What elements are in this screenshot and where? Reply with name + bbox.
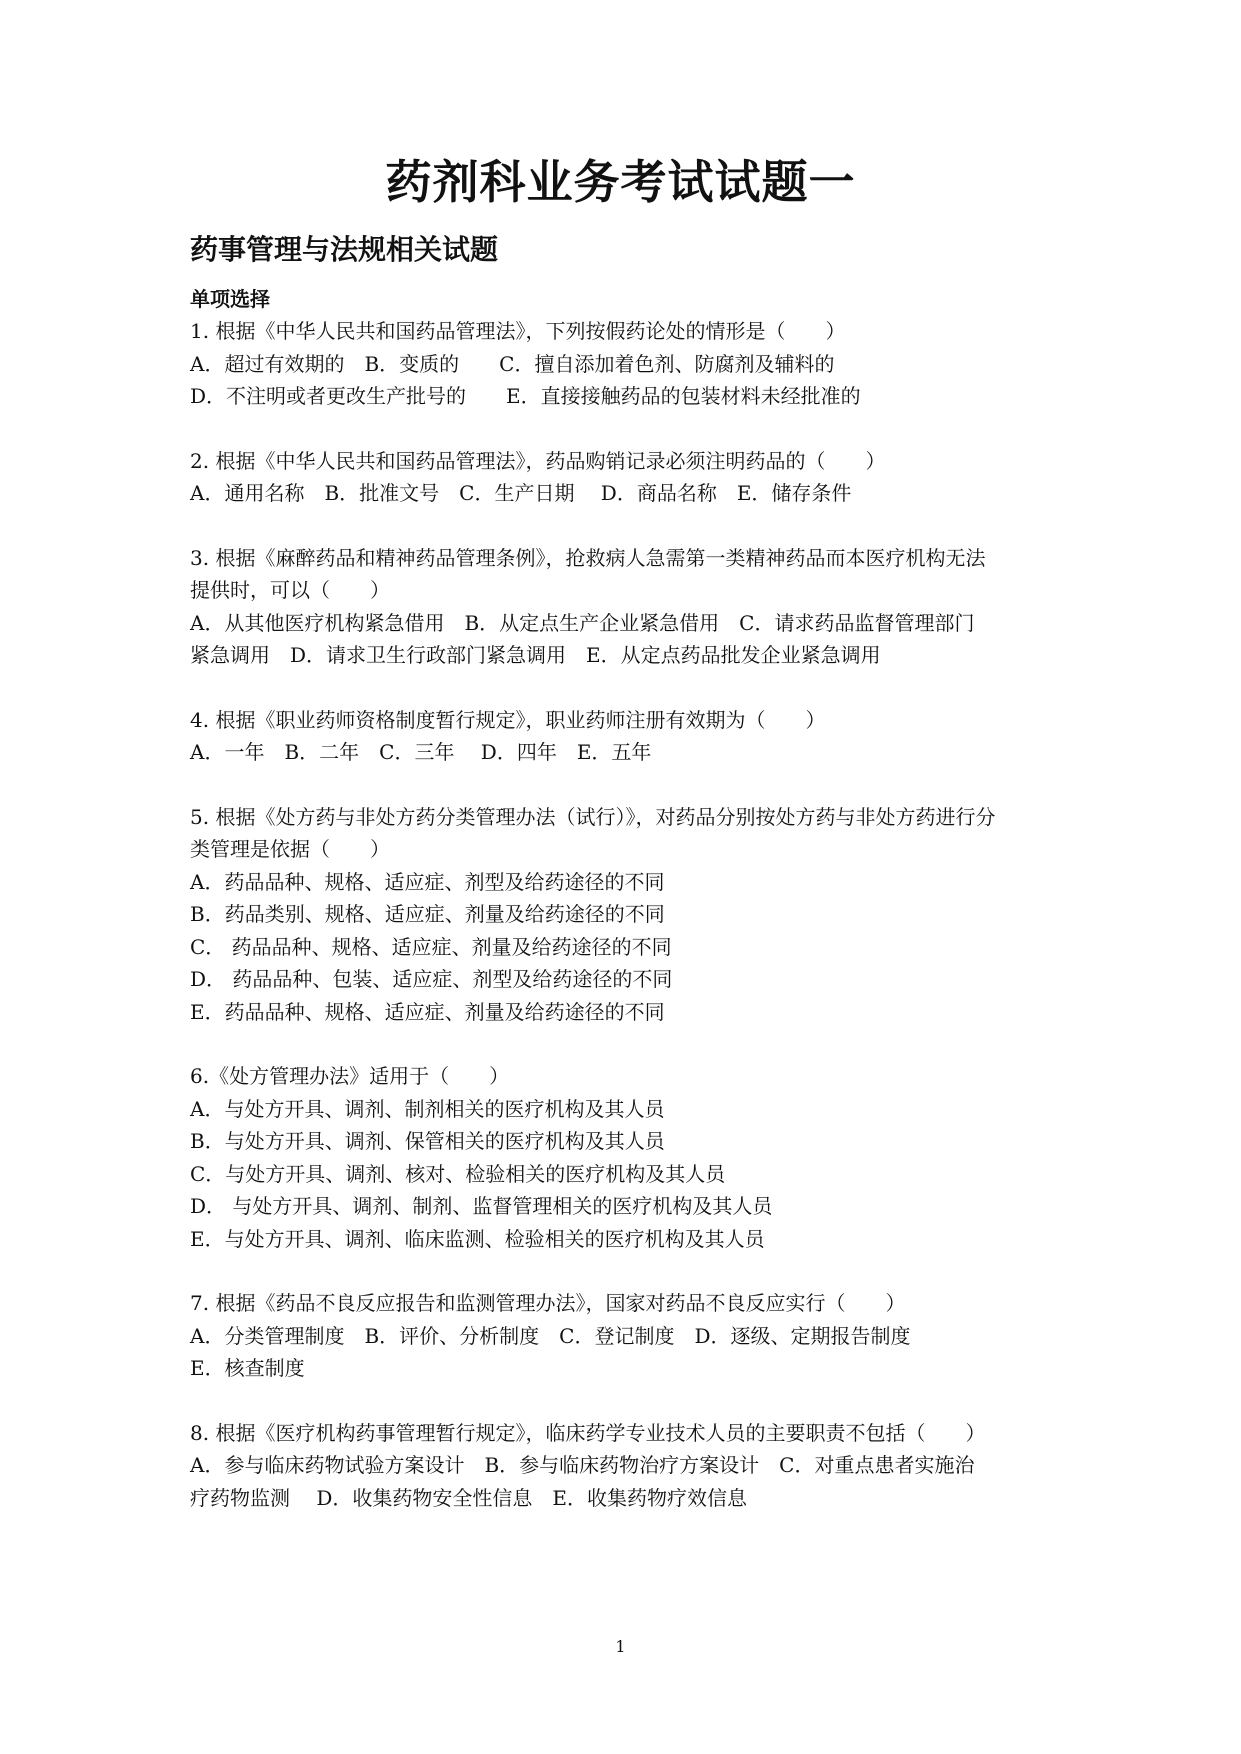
question-line: 提供时，可以（ ） [190,578,390,602]
question-line: A．一年 B．二年 C．三年 D．四年 E．五年 [190,740,652,764]
page-number: 1 [615,1637,626,1656]
question-line: 2. 根据《中华人民共和国药品管理法》，药品购销记录必须注明药品的（ ） [190,448,886,473]
question-line: 8. 根据《医疗机构药事管理暂行规定》，临床药学专业技术人员的主要职责不包括（ ） [190,1420,986,1445]
question-line: D． 与处方开具、调剂、制剂、监督管理相关的医疗机构及其人员 [190,1194,773,1218]
question-line: A．参与临床药物试验方案设计 B．参与临床药物治疗方案设计 C．对重点患者实施治 [190,1453,975,1477]
question-line: D．不注明或者更改生产批号的 E．直接接触药品的包装材料未经批准的 [190,384,861,408]
question-line: 7. 根据《药品不良反应报告和监测管理办法》，国家对药品不良反应实行（ ） [190,1291,906,1315]
question-line: E．与处方开具、调剂、临床监测、检验相关的医疗机构及其人员 [190,1226,765,1251]
question-5 [190,801,1058,1029]
question-line: D． 药品品种、包装、适应症、剂型及给药途径的不同 [190,967,673,991]
document-title: 药剂科业务考试试题一 [385,155,856,209]
question-line: A．通用名称 B．批准文号 C．生产日期 D．商品名称 E．储存条件 [190,481,852,505]
question-line: 1. 根据《中华人民共和国药品管理法》，下列按假药论处的情形是（ ） [190,319,846,343]
question-list [190,315,1058,1546]
question-line: A．药品品种、规格、适应症、剂型及给药途径的不同 [190,869,665,894]
question-8 [190,1417,1058,1515]
question-line: E．药品品种、规格、适应症、剂量及给药途径的不同 [190,999,665,1024]
section-title: 药事管理与法规相关试题 [190,233,499,266]
question-line: C．与处方开具、调剂、核对、检验相关的医疗机构及其人员 [190,1161,726,1186]
question-line: A．超过有效期的 B．变质的 C．擅自添加着色剂、防腐剂及辅料的 [190,351,835,376]
question-1 [190,315,1058,413]
question-line: 5. 根据《处方药与非处方药分类管理办法（试行）》，对药品分别按处方药与非处方药进行分 [190,804,996,829]
question-6 [190,1060,1058,1255]
question-line: 3. 根据《麻醉药品和精神药品管理条例》，抢救病人急需第一类精神药品而本医疗机构无法 [190,545,986,570]
question-line: B．药品类别、规格、适应症、剂量及给药途径的不同 [190,902,665,926]
question-line: 类管理是依据（ ） [190,837,390,861]
question-line: E．核查制度 [190,1356,305,1380]
question-line: 4. 根据《职业药师资格制度暂行规定》，职业药师注册有效期为（ ） [190,707,826,732]
question-line: A．从其他医疗机构紧急借用 B．从定点生产企业紧急借用 C．请求药品监督管理部门 [190,610,975,635]
question-line: A．分类管理制度 B．评价、分析制度 C．登记制度 D．逐级、定期报告制度 [190,1323,911,1348]
question-line: 6.《处方管理办法》适用于（ ） [190,1064,510,1088]
question-4 [190,704,1058,769]
question-3 [190,542,1058,672]
question-2 [190,445,1058,510]
question-7 [190,1287,1058,1385]
question-line: C． 药品品种、规格、适应症、剂量及给药途径的不同 [190,934,672,959]
question-line: 紧急调用 D．请求卫生行政部门紧急调用 E．从定点药品批发企业紧急调用 [190,643,881,667]
question-line: B．与处方开具、调剂、保管相关的医疗机构及其人员 [190,1129,665,1153]
question-line: 疗药物监测 D．收集药物安全性信息 E．收集药物疗效信息 [190,1485,747,1510]
question-line: A．与处方开具、调剂、制剂相关的医疗机构及其人员 [190,1096,665,1121]
sub-title: 单项选择 [190,287,270,311]
